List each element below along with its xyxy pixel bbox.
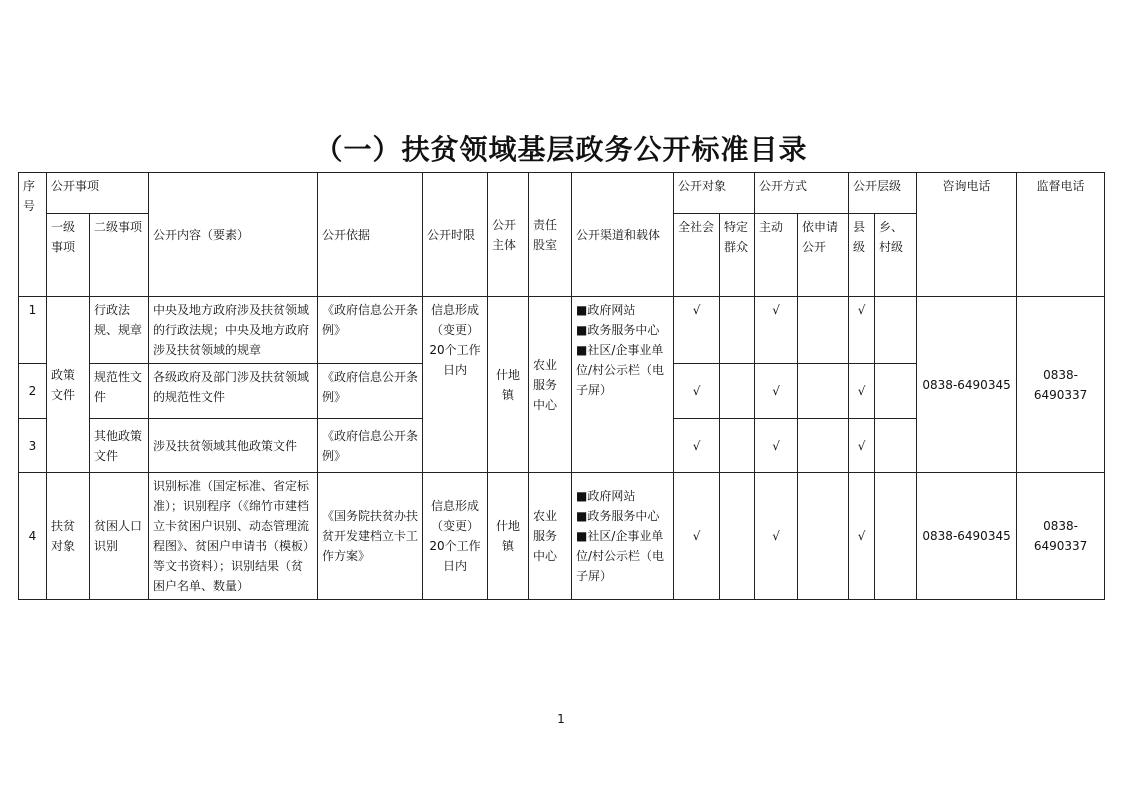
check-village <box>875 419 917 473</box>
row-basis: 《国务院扶贫办扶贫开发建档立卡工作方案》 <box>318 473 423 600</box>
row-dept: 农业服务中心 <box>529 473 572 600</box>
check-county: √ <box>849 473 875 600</box>
row-seq: 2 <box>19 364 47 419</box>
check-village <box>875 297 917 364</box>
row-level1: 政策文件 <box>47 297 90 473</box>
row-channel: ■政府网站 ■政务服务中心 ■社区/企事业单位/村公示栏（电子屏） <box>572 473 674 600</box>
standard-catalog-table <box>18 172 1105 600</box>
row-content: 中央及地方政府涉及扶贫领域的行政法规；中央及地方政府涉及扶贫领域的规章 <box>149 297 318 364</box>
check-specific <box>720 419 755 473</box>
check-apply <box>798 473 849 600</box>
row-consult-phone: 0838-6490345 <box>917 473 1017 600</box>
header-method-apply: 依申请公开 <box>798 214 849 297</box>
header-method: 公开方式 <box>755 173 849 214</box>
header-level-village: 乡、村级 <box>875 214 917 297</box>
row-channel: ■政府网站 ■政务服务中心 ■社区/企事业单位/村公示栏（电子屏） <box>572 297 674 473</box>
row-supervise-phone: 0838-6490337 <box>1017 473 1105 600</box>
check-county: √ <box>849 297 875 364</box>
check-active: √ <box>755 473 798 600</box>
table-row <box>19 297 1105 364</box>
row-time-limit: 信息形成（变更）20个工作日内 <box>423 297 488 473</box>
header-level: 公开层级 <box>849 173 917 214</box>
check-apply <box>798 297 849 364</box>
row-consult-phone: 0838-6490345 <box>917 297 1017 473</box>
row-basis: 《政府信息公开条例》 <box>318 297 423 364</box>
row-basis: 《政府信息公开条例》 <box>318 364 423 419</box>
check-village <box>875 473 917 600</box>
row-content: 识别标准（国定标准、省定标准）；识别程序（《绵竹市建档立卡贫困户识别、动态管理流程图》、贫困户申请书（模板）等文书资料）；识别结果（贫困户名单、数量） <box>149 473 318 600</box>
check-apply <box>798 419 849 473</box>
header-items: 公开事项 <box>47 173 149 214</box>
header-subject: 公开主体 <box>488 173 529 297</box>
header-time-limit: 公开时限 <box>423 173 488 297</box>
header-target-specific: 特定群众 <box>720 214 755 297</box>
header-channel: 公开渠道和载体 <box>572 173 674 297</box>
row-level2: 规范性文件 <box>90 364 149 419</box>
row-level2: 行政法规、规章 <box>90 297 149 364</box>
check-active: √ <box>755 419 798 473</box>
check-apply <box>798 364 849 419</box>
row-level2: 贫困人口识别 <box>90 473 149 600</box>
row-level2: 其他政策文件 <box>90 419 149 473</box>
header-dept: 责任股室 <box>529 173 572 297</box>
table-row <box>19 473 1105 600</box>
header-target-all: 全社会 <box>674 214 720 297</box>
header-target: 公开对象 <box>674 173 755 214</box>
row-dept: 农业服务中心 <box>529 297 572 473</box>
row-level1: 扶贫对象 <box>47 473 90 600</box>
header-level1: 一级事项 <box>47 214 90 297</box>
check-active: √ <box>755 364 798 419</box>
row-content: 各级政府及部门涉及扶贫领域的规范性文件 <box>149 364 318 419</box>
row-supervise-phone: 0838-6490337 <box>1017 297 1105 473</box>
row-subject: 什地镇 <box>488 473 529 600</box>
check-all: √ <box>674 419 720 473</box>
check-county: √ <box>849 419 875 473</box>
check-all: √ <box>674 364 720 419</box>
header-basis: 公开依据 <box>318 173 423 297</box>
header-supervise-phone: 监督电话 <box>1017 173 1105 297</box>
check-village <box>875 364 917 419</box>
page-number: 1 <box>557 712 565 726</box>
header-seq: 序号 <box>19 173 47 297</box>
check-all: √ <box>674 297 720 364</box>
header-consult-phone: 咨询电话 <box>917 173 1017 297</box>
check-county: √ <box>849 364 875 419</box>
check-all: √ <box>674 473 720 600</box>
row-seq: 3 <box>19 419 47 473</box>
row-subject: 什地镇 <box>488 297 529 473</box>
header-level-county: 县级 <box>849 214 875 297</box>
row-time-limit: 信息形成（变更）20个工作日内 <box>423 473 488 600</box>
check-specific <box>720 364 755 419</box>
row-basis: 《政府信息公开条例》 <box>318 419 423 473</box>
check-specific <box>720 297 755 364</box>
check-active: √ <box>755 297 798 364</box>
header-method-active: 主动 <box>755 214 798 297</box>
check-specific <box>720 473 755 600</box>
page-title: （一）扶贫领域基层政务公开标准目录 <box>314 133 808 166</box>
row-content: 涉及扶贫领域其他政策文件 <box>149 419 318 473</box>
header-level2: 二级事项 <box>90 214 149 297</box>
row-seq: 1 <box>19 297 47 364</box>
header-content: 公开内容（要素） <box>149 173 318 297</box>
row-seq: 4 <box>19 473 47 600</box>
